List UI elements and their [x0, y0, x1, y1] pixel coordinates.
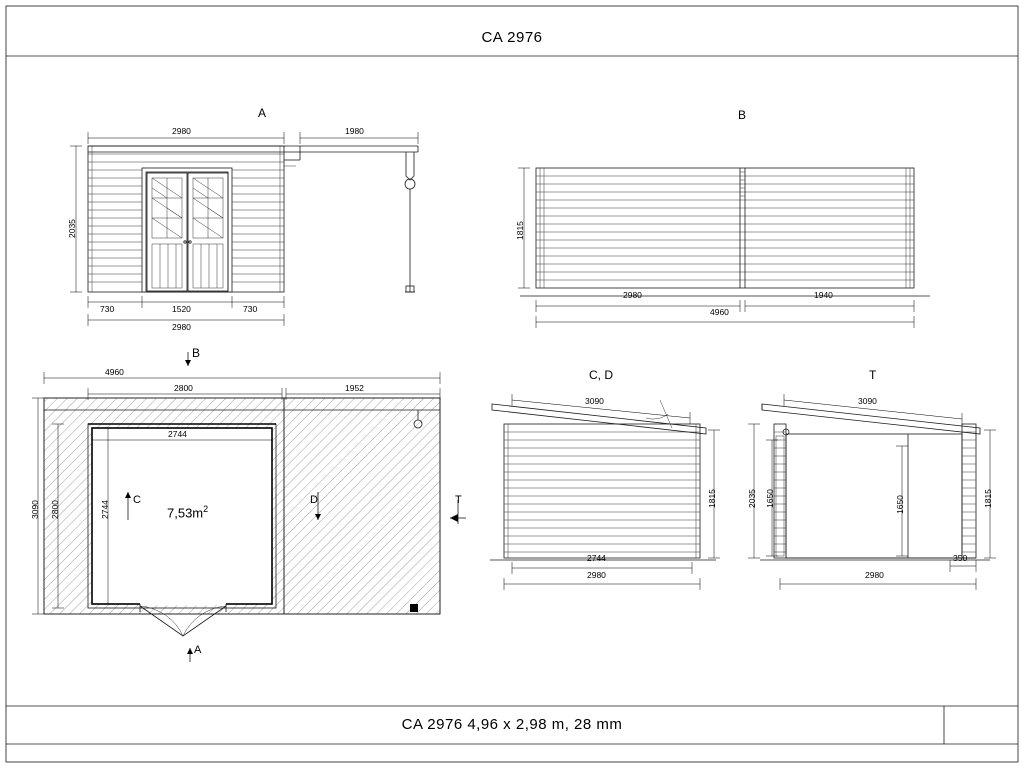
dim-a-bottom-total: 2980	[172, 322, 191, 332]
dim-b-bottom-right: 1940	[814, 290, 833, 300]
plan-area-label	[167, 504, 208, 520]
dim-t-inner-height-2: 1650	[895, 495, 905, 514]
dim-a-top-right: 1980	[345, 126, 364, 136]
dim-a-height: 2035	[67, 219, 77, 238]
dim-cd-right-height: 1815	[707, 489, 717, 508]
plan-marker-d: D	[310, 494, 318, 506]
dim-b-height: 1815	[515, 221, 525, 240]
dim-t-right-height: 1815	[983, 489, 993, 508]
dim-cd-roof: 3090	[585, 396, 604, 406]
dim-t-bottom-total: 2980	[865, 570, 884, 580]
dim-plan-inner-height: 2744	[100, 500, 110, 519]
plan-area-unit-exp: 2	[203, 504, 209, 514]
view-label-a: A	[258, 106, 267, 120]
dim-t-bottom-right: 350	[953, 553, 968, 563]
dim-b-bottom-left: 2980	[623, 290, 642, 300]
plan-marker-a: A	[194, 644, 202, 656]
dim-a-top-left: 2980	[172, 126, 191, 136]
plan-section-label-b: B	[192, 346, 201, 360]
plan-marker-c: C	[133, 494, 141, 506]
view-b-geometry	[518, 168, 930, 328]
dim-a-bottom-left: 730	[100, 304, 115, 314]
plan-area-value: 7,53m	[167, 505, 204, 521]
dim-t-left-height: 2035	[747, 489, 757, 508]
dim-a-bottom-center: 1520	[172, 304, 191, 314]
sheet-title: CA 2976	[481, 29, 543, 46]
sheet-footer: CA 2976 4,96 x 2,98 m, 28 mm	[401, 716, 623, 733]
view-a-geometry	[70, 132, 418, 326]
dim-plan-top-right: 1952	[345, 383, 364, 393]
dim-t-inner-height: 1650	[765, 489, 775, 508]
dim-a-bottom-right: 730	[243, 304, 258, 314]
dim-plan-left-inner: 2800	[50, 500, 60, 519]
dim-t-roof: 3090	[858, 396, 877, 406]
dim-cd-bottom-inner: 2744	[587, 553, 606, 563]
dim-plan-top-total: 4960	[105, 367, 124, 377]
dim-cd-bottom-total: 2980	[587, 570, 606, 580]
plan-view-geometry	[32, 352, 466, 662]
view-label-b: B	[738, 108, 747, 122]
dim-b-bottom-total: 4960	[710, 307, 729, 317]
dim-plan-top-left: 2800	[174, 383, 193, 393]
view-label-t: T	[869, 368, 877, 382]
dim-plan-inner-width: 2744	[168, 429, 187, 439]
plan-marker-t: T	[455, 494, 462, 506]
view-label-cd: C, D	[589, 368, 613, 382]
dim-plan-left-outer: 3090	[30, 500, 40, 519]
